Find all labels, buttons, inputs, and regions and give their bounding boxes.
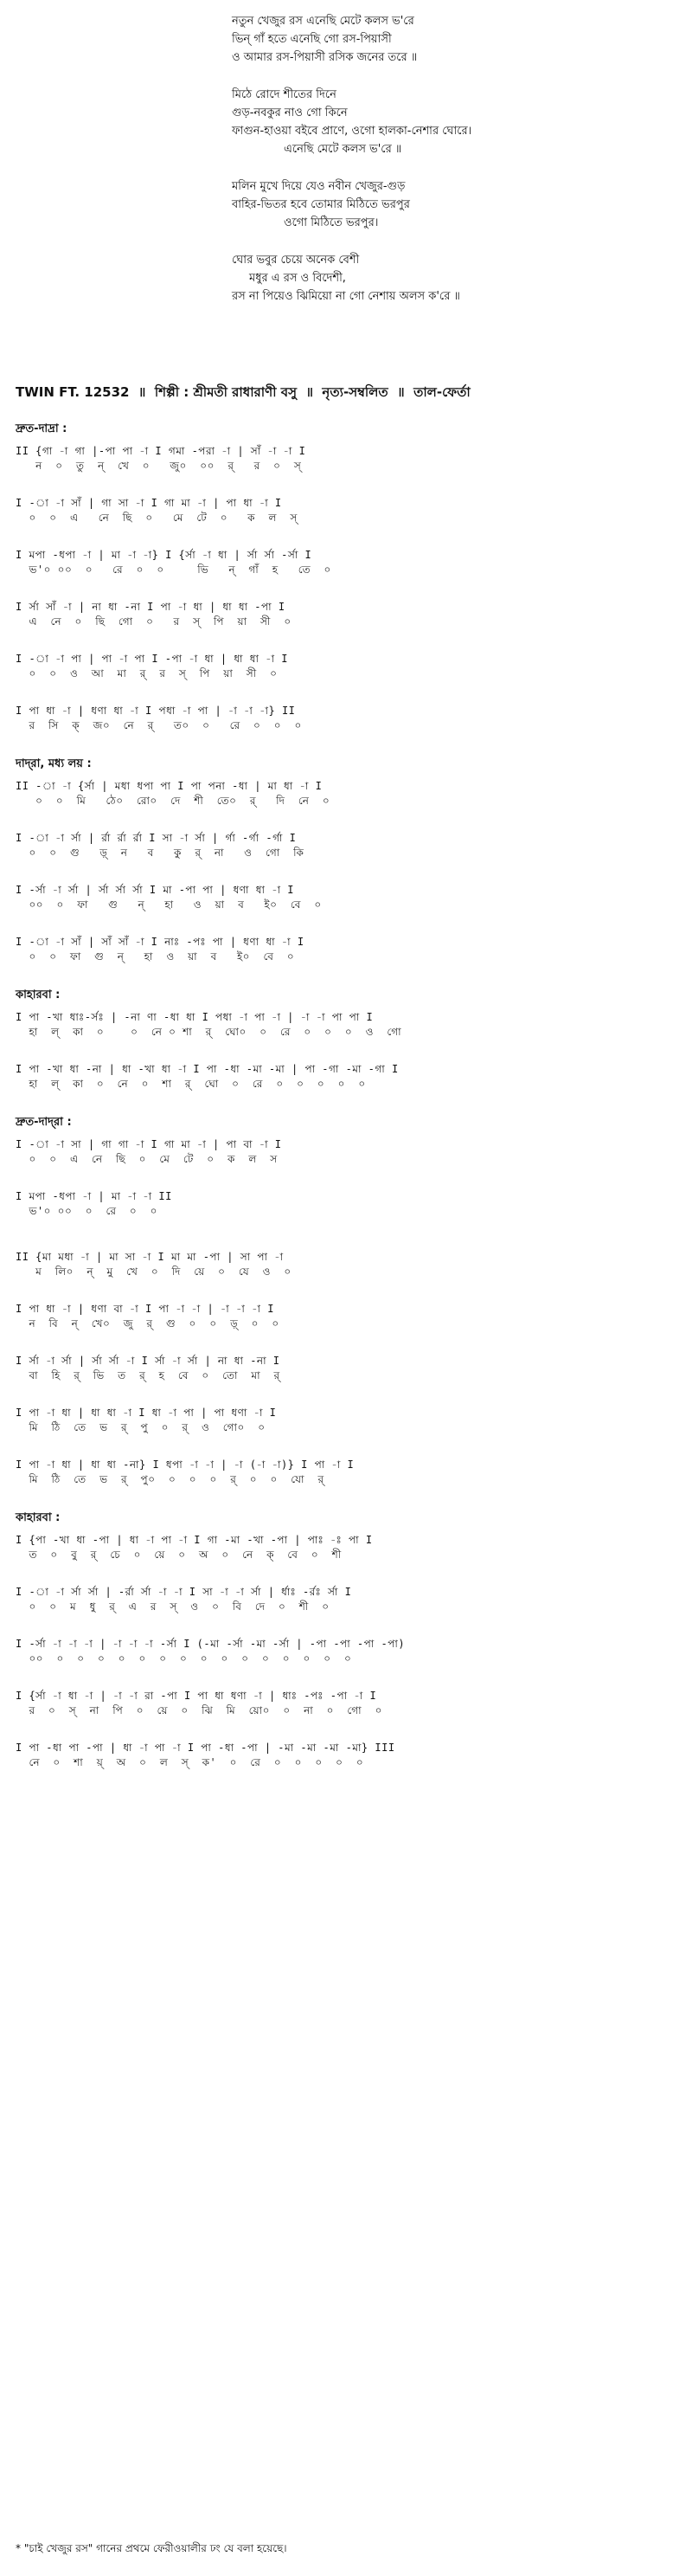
lyric-line: ও আমার রস-পিয়াসী রসিক জনের তরে ॥	[232, 51, 418, 64]
footnote: * "চাই খেজুর রস" গানের প্রথমে ফেরীওয়ালীর ঢং যে বলা হয়েছে।	[16, 2542, 287, 2554]
lyric-line: মিঠে রোদে শীতের দিনে	[232, 88, 336, 101]
swara-row: II -া -া {র্সা | মধা ধপা পা I পা পনা -ধা | মা ধা -া I	[16, 780, 323, 792]
song-lyrics	[0, 12, 692, 325]
notation-block	[16, 1137, 682, 1167]
notation-section	[16, 1114, 682, 1219]
swara-row: II {মা মধা -া | মা সা -া I মা মা -পা | সা পা -া	[16, 1251, 284, 1263]
lyric-syllable-row: ০০ ০ ০ ০ ০ ০ ০ ০ ০ ০ ০ ০ ০ ০ ০ ০	[16, 1652, 352, 1665]
lyric-syllable-row: হা ল্ কা ০ ০ নে ০ শা র্ ঘো০ ০ রে ০ ০ ০ ও গো	[16, 1026, 402, 1038]
notation-section	[16, 756, 682, 964]
artist-label: শিল্পী	[154, 384, 180, 400]
lyric-line: ভিন্ গাঁ হতে এনেছি গো রস-পিয়াসী	[232, 33, 392, 46]
notation-block	[16, 1637, 682, 1666]
lyric-syllable-row: ০ ০ এ নে ছি ০ মে টে ০ ক ল স্	[16, 512, 298, 524]
notation-block	[16, 548, 682, 577]
notation-section	[16, 421, 682, 733]
section-label: দাদ্‌রা, মধ্য লয় :	[16, 757, 92, 770]
swara-row: I {র্সা -া ধা -া | -া -া রা -পা I পা ধা ধণা -া | ধাঃ -পঃ -পা -া I	[16, 1690, 377, 1702]
swara-row: I -া -া সাঁ | সাঁ সাঁ -া I নাঃ -পঃ পা | ধণা ধা -া I	[16, 936, 304, 948]
lyric-line: ওগো মিঠিতে ভরপুর।	[284, 216, 379, 229]
notation-block	[16, 831, 682, 860]
notation-block	[16, 1010, 682, 1040]
swara-row: I মপা -ধপা -া | মা -া -া II	[16, 1190, 172, 1202]
notation-block	[16, 1585, 682, 1614]
swara-row: I র্সা -া র্সা | র্সা র্সা -া I র্সা -া র্সা | না ধা -না I	[16, 1355, 280, 1367]
lyric-syllable-row: বা হি র্ ভি ত র্ হ বে ০ তো মা র্	[16, 1369, 280, 1381]
accompaniment: নৃত্য-সম্বলিত	[322, 384, 388, 400]
lyric-syllable-row: হা ল্ কা ০ নে ০ শা র্ ঘো ০ রে ০ ০ ০ ০ ০	[16, 1078, 366, 1090]
section-label: দ্রুত-দাদ্‌রা :	[16, 1116, 72, 1129]
notation-block	[16, 1741, 682, 1770]
notation-block	[16, 1689, 682, 1718]
swara-row: I পা -খা ধা -না | ধা -খা ধা -া I পা -ধা -মা -মা | পা -গা -মা -গা I	[16, 1063, 399, 1075]
lyric-syllable-row: ন বি ন্ খে০ জু র্ গু ০ ০ ড়্ ০ ০	[16, 1317, 279, 1330]
notation-block	[16, 1062, 682, 1092]
swara-row: I পা -া ধা | ধা ধা -না} I ধপা -া -া | -া (-া -া)} I পা -া I	[16, 1459, 355, 1471]
lyric-syllable-row: ০ ০ ম ধু র্ এ র স্ ও ০ বি দে ০ শী ০	[16, 1600, 330, 1613]
lyric-line: মধুর এ রস ও বিদেশী,	[249, 272, 346, 285]
notation-block	[16, 704, 682, 733]
notation-block	[16, 883, 682, 912]
notation-block	[16, 779, 682, 808]
lyrics-stanza-4	[0, 251, 692, 306]
section-label: কাহারবা :	[16, 1511, 61, 1524]
notation-block	[16, 1533, 682, 1562]
lyric-syllable-row: র সি ক্ জ০ নে র্ ত০ ০ রে ০ ০ ০	[16, 719, 302, 731]
lyrics-stanza-2	[0, 86, 692, 158]
notation-block	[16, 1406, 682, 1435]
swara-row: I পা -া ধা | ধা ধা -া I ধা -া পা | পা ধণা -া I	[16, 1407, 277, 1419]
lyrics-stanza-3	[0, 177, 692, 232]
separator: ॥	[305, 384, 313, 400]
notation-block	[16, 1302, 682, 1331]
swara-row: I -র্সা -া -া -া | -া -া -া -র্সা I (-মা -র্সা -মা -র্সা | -পা -পা -পা -পা)	[16, 1638, 406, 1650]
lyric-syllable-row: র ০ স্ না পি ০ য়ে ০ ঝি মি য়ো০ ০ না ০ গো ০	[16, 1704, 382, 1716]
lyrics-stanza-1	[0, 12, 692, 67]
lyric-syllable-row: ০ ০ এ নে ছি ০ মে টে ০ ক ল স	[16, 1153, 278, 1165]
separator: ॥	[397, 384, 405, 400]
lyric-syllable-row: ত ০ বু র্ চে ০ য়ে ০ অ ০ নে ক্ বে ০ শী	[16, 1549, 342, 1561]
swara-row: I -া -া পা | পা -া পা I -পা -া ধা | ধা ধা -া I	[16, 653, 289, 665]
lyric-line: মলিন মুখে দিয়ে যেও নবীন খেজুর-গুড়	[232, 180, 406, 193]
lyric-syllable-row: ভ'০ ০০ ০ রে ০ ০	[16, 1205, 157, 1217]
lyric-syllable-row: এ নে ০ ছি গো ০ র স্ পি য়া সী ০	[16, 615, 292, 628]
swaralipi-notation	[16, 414, 682, 1793]
swara-row: I পা -খা ধাঃ-র্সঃ | -না ণা -ধা ধা I পধা -া পা -া | -া -া পা পা I	[16, 1011, 374, 1023]
record-info-line: TWIN FT. 12532 ॥ শিল্পী : শ্রীমতী রাধারাণী বসু ॥ নৃত্য-সম্বলিত ॥ তাল-ফের্তা	[16, 384, 471, 400]
separator: ॥	[138, 384, 146, 400]
swara-row: I -া -া সা | গা গা -া I গা মা -া | পা বা -া I	[16, 1138, 282, 1150]
swara-row: I পা -ধা পা -পা | ধা -া পা -া I পা -ধা -পা | -মা -মা -মা -মা} III	[16, 1742, 395, 1754]
lyric-syllable-row: ০ ০ ও আ মা র্ র স্ পি য়া সী ০	[16, 667, 278, 679]
notation-block	[16, 496, 682, 525]
swara-row: I -া -া র্সা | র্রা র্রা র্রা I সা -া র্সা | র্গা -র্গা -র্গা I	[16, 832, 297, 844]
lyric-line: রস না পিয়েও ঝিমিয়ো না গো নেশায় অলস ক'রে ॥	[232, 290, 460, 303]
lyric-line: এনেছি মেটে কলস ভ'রে ॥	[284, 143, 402, 156]
notation-block	[16, 1458, 682, 1487]
swara-row: I -র্সা -া র্সা | র্সা র্সা র্সা I মা -পা পা | ধণা ধা -া I	[16, 884, 295, 896]
swara-row: I র্সা সাঁ -া | না ধা -না I পা -া ধা | ধা ধা -পা I	[16, 601, 285, 613]
lyric-syllable-row: নে ০ শা য়্ অ ০ ল স্ ক' ০ রে ০ ০ ০ ০ ০	[16, 1756, 364, 1768]
section-label: দ্রুত-দাদ্রা :	[16, 422, 67, 435]
notation-block	[16, 444, 682, 473]
section-label: কাহারবা :	[16, 989, 61, 1001]
lyric-syllable-row: মি ঠি তে ভ র্ পু০ ০ ০ ০ র্ ০ ০ যো র্	[16, 1473, 324, 1485]
swara-row: I পা ধা -া | ধণা বা -া I পা -া -া | -া -া -া I	[16, 1303, 274, 1315]
lyric-line: বাহির-ভিতর হবে তোমার মিঠিতে ভরপুর	[232, 198, 410, 211]
notation-block	[16, 1189, 682, 1219]
notation-block	[16, 652, 682, 681]
notation-block	[16, 600, 682, 629]
swara-row: I -া -া সাঁ | গা সা -া I গা মা -া | পা ধা -া I	[16, 497, 282, 509]
record-number: TWIN FT. 12532	[16, 384, 130, 400]
notation-block	[16, 935, 682, 964]
swara-row: I মপা -ধপা -া | মা -া -া} I {র্সা -া ধা | র্সা র্সা -র্সা I	[16, 549, 312, 561]
swara-row: I পা ধা -া | ধণা ধা -া I পধা -া পা | -া -া -া} II	[16, 705, 296, 717]
swara-row: I {পা -খা ধা -পা | ধা -া পা -া I গা -মা -খা -পা | পাঃ -ঃ পা I	[16, 1534, 373, 1546]
lyric-syllable-row: ন ০ তু ন্ খে ০ জু০ ০০ র্ র ০ স্	[16, 460, 302, 472]
notation-block	[16, 1354, 682, 1383]
lyric-syllable-row: ০ ০ গু ড়্ ন ব কু র্ না ও গো কি	[16, 847, 304, 859]
artist-name: শ্রীমতী রাধারাণী বসু	[193, 384, 297, 400]
notation-block	[16, 1250, 682, 1279]
lyric-line: ঘোর ভবুর চেয়ে অনেক বেশী	[232, 254, 360, 267]
lyric-syllable-row: ০ ০ মি ঠে০ রো০ দে শী তে০ র্ দি নে ০	[16, 795, 330, 807]
lyric-syllable-row: ০ ০ ফা গু ন্ হা ও য়া ব ই০ বে ০	[16, 950, 295, 963]
notation-section	[16, 987, 682, 1092]
swara-row: II {গা -া গা |-পা পা -া I গমা -পরা -া | সাঁ -া -া I	[16, 445, 306, 457]
notation-section	[16, 1510, 682, 1770]
lyric-syllable-row: ০০ ০ ফা গু ন্ হা ও য়া ব ই০ বে ০	[16, 898, 322, 911]
tala: তাল-ফের্তা	[413, 384, 471, 400]
notation-section	[16, 1241, 682, 1487]
lyric-line: ফাগুন-হাওয়া বইবে প্রাণে, ওগো হালকা-নেশার ঘোরে।	[232, 125, 472, 138]
lyric-syllable-row: মি ঠি তে ভ র্ পু ০ র্ ও গো০ ০	[16, 1421, 266, 1433]
lyric-line: গুড়-নবকুর নাও গো কিনে	[232, 106, 348, 119]
lyric-line: নতুন খেজুর রস এনেছি মেটে কলস ভ'রে	[232, 15, 414, 28]
swara-row: I -া -া র্সা র্সা | -র্রা র্সা -া -া I সা -া -া র্সা | র্ধাঃ -র্রঃ র্সা I	[16, 1586, 352, 1598]
lyric-syllable-row: ম লি০ ন্ মু খে ০ দি য়ে ০ যে ও ০	[16, 1265, 292, 1278]
lyric-syllable-row: ভ'০ ০০ ০ রে ০ ০ ভি ন্ গাঁ হ তে ০	[16, 564, 331, 576]
